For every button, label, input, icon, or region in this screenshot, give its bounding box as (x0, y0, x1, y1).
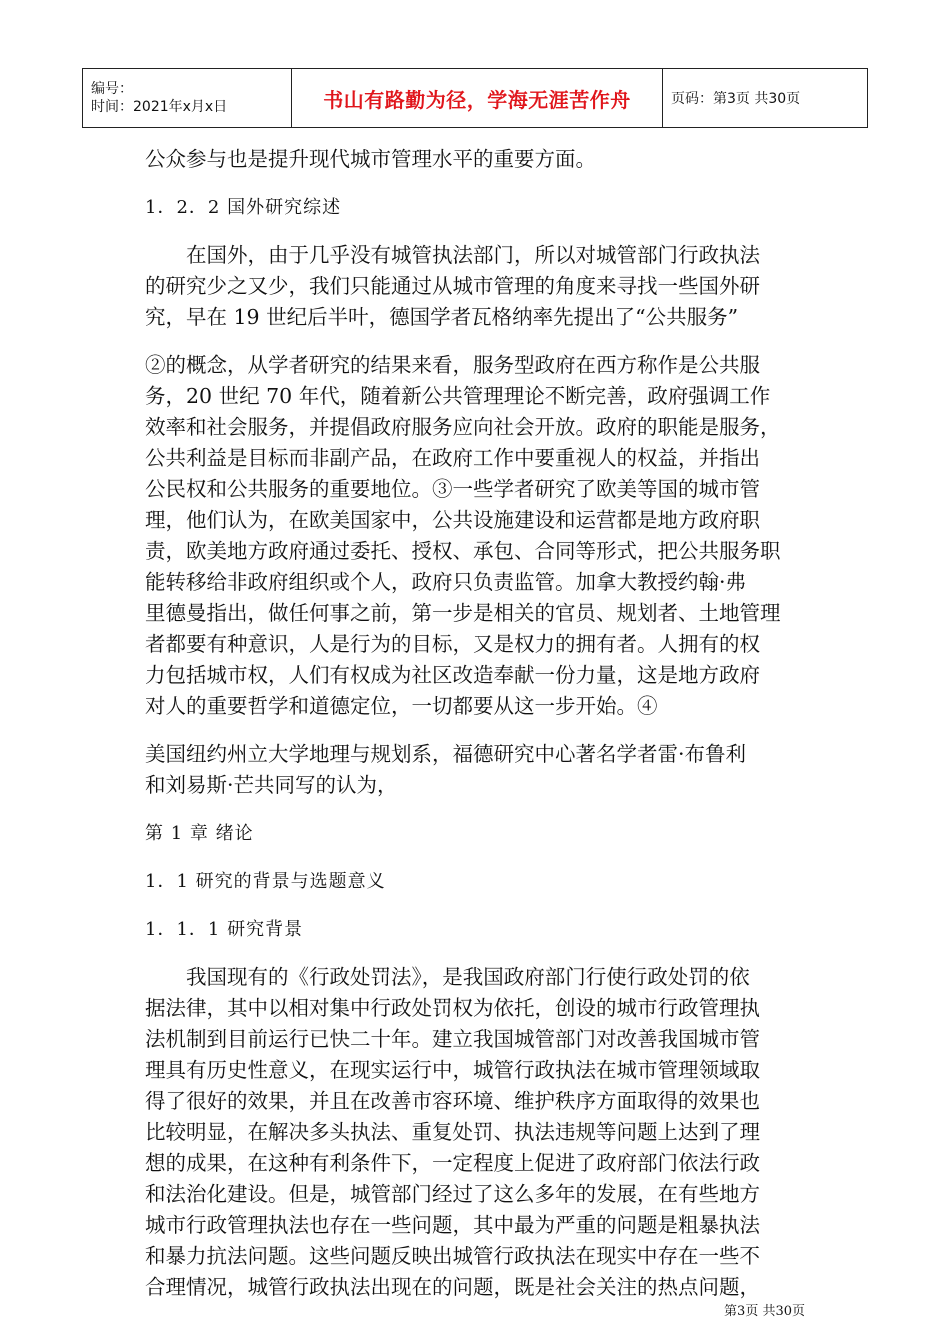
paragraph-line: 责，欧美地方政府通过委托、授权、承包、合同等形式，把公共服务职 (145, 539, 781, 563)
paragraph-line: 能转移给非政府组织或个人，政府只负责监管。加拿大教授约翰·弗 (145, 570, 747, 594)
paragraph-line: 合理情况，城管行政执法出现在的问题，既是社会关注的热点问题， (145, 1275, 760, 1299)
paragraph-line: 公众参与也是提升现代城市管理水平的重要方面。 (145, 147, 596, 171)
paragraph-line: 公共利益是目标而非副产品，在政府工作中要重视人的权益，并指出 (145, 446, 760, 470)
paragraph-line: 和法治化建设。但是，城管部门经过了这么多年的发展，在有些地方 (145, 1182, 760, 1206)
paragraph-line: 究，早在 19 世纪后半叶，德国学者瓦格纳率先提出了“公共服务” (145, 305, 739, 329)
paragraph-line: 力包括城市权，人们有权成为社区改造奉献一份力量，这是地方政府 (145, 663, 760, 687)
paragraph-line: 对人的重要哲学和道德定位，一切都要从这一步开始。④ (145, 694, 658, 718)
header-meta-cell (83, 69, 292, 128)
header-motto-cell (292, 69, 663, 128)
paragraph-line: 得了很好的效果，并且在改善市容环境、维护秩序方面取得的效果也 (145, 1089, 760, 1113)
document-number-label: 编号： (91, 81, 133, 97)
paragraph-line: 务，20 世纪 70 年代，随着新公共管理理论不断完善，政府强调工作 (145, 384, 771, 408)
section-heading: 1．2．2 国外研究综述 (145, 197, 342, 218)
paragraph-line: 的研究少之又少，我们只能通过从城市管理的角度来寻找一些国外研 (145, 274, 760, 298)
paragraph-line: 公民权和公共服务的重要地位。③一些学者研究了欧美等国的城市管 (145, 477, 760, 501)
paragraph-line: 理，他们认为，在欧美国家中，公共设施建设和运营都是地方政府职 (145, 508, 760, 532)
paragraph-line: 者都要有种意识，人是行为的目标，又是权力的拥有者。人拥有的权 (145, 632, 760, 656)
paragraph-line: 理具有历史性意义，在现实运行中，城管行政执法在城市管理领域取 (145, 1058, 760, 1082)
page-footer-number: 第3页 共30页 (724, 1304, 805, 1319)
paragraph-line: 和暴力抗法问题。这些问题反映出城管行政执法在现实中存在一些不 (145, 1244, 760, 1268)
page-header (82, 68, 868, 128)
paragraph-line: 里德曼指出，做任何事之前，第一步是相关的官员、规划者、土地管理 (145, 601, 781, 625)
paragraph-line: 美国纽约州立大学地理与规划系，福德研究中心著名学者雷·布鲁利 (145, 742, 747, 766)
document-body (145, 144, 810, 1303)
paragraph-line: 法机制到目前运行已快二十年。建立我国城管部门对改善我国城市管 (145, 1027, 760, 1051)
paragraph-line: ②的概念，从学者研究的结果来看，服务型政府在西方称作是公共服 (145, 353, 760, 377)
subsection-heading: 1．1．1 研究背景 (145, 919, 304, 940)
paragraph-line: 我国现有的《行政处罚法》，是我国政府部门行使行政处罚的依 (186, 965, 750, 989)
paragraph-line: 和刘易斯·芒共同写的认为， (145, 773, 398, 797)
paragraph-line: 想的成果，在这种有利条件下，一定程度上促进了政府部门依法行政 (145, 1151, 760, 1175)
paragraph-line: 比较明显，在解决多头执法、重复处罚、执法违规等问题上达到了理 (145, 1120, 760, 1144)
header-page-number: 页码：第3页 共30页 (663, 69, 868, 128)
chapter-heading: 第 1 章 绪论 (145, 823, 254, 844)
header-motto: 书山有路勤为径，学海无涯苦作舟 (323, 87, 631, 112)
section-heading: 1．1 研究的背景与选题意义 (145, 871, 386, 892)
paragraph-line: 城市行政管理执法也存在一些问题，其中最为严重的问题是粗暴执法 (145, 1213, 760, 1237)
paragraph-line: 据法律，其中以相对集中行政处罚权为依托，创设的城市行政管理执 (145, 996, 760, 1020)
paragraph-line: 效率和社会服务，并提倡政府服务应向社会开放。政府的职能是服务， (145, 415, 781, 439)
document-date-label: 时间：2021年x月x日 (91, 99, 228, 115)
paragraph-line: 在国外，由于几乎没有城管执法部门，所以对城管部门行政执法 (186, 243, 760, 267)
